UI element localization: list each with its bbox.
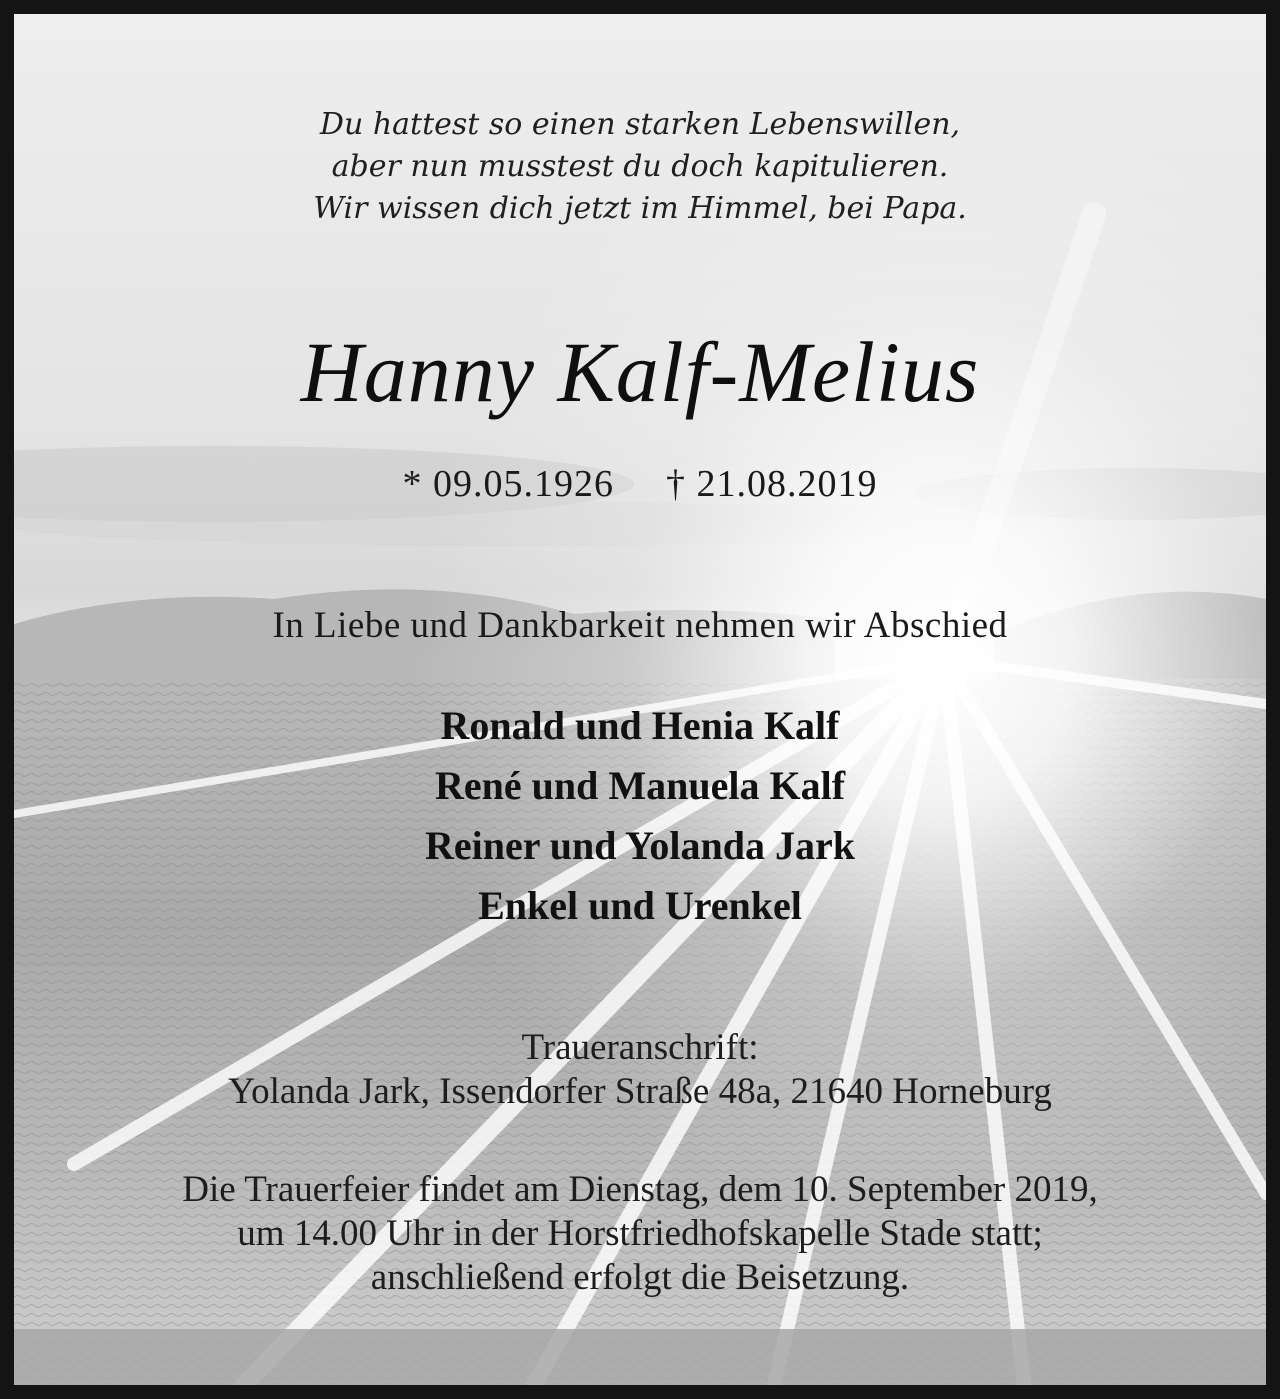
ceremony-line-2: um 14.00 Uhr in der Horstfriedhofskapelle Stade statt;	[237, 1213, 1043, 1254]
family-member: Ronald und Henia Kalf	[440, 703, 840, 748]
family-member: René und Manuela Kalf	[434, 763, 846, 808]
ceremony-line-3: anschließend erfolgt die Beisetzung.	[370, 1257, 910, 1298]
ceremony-line-1: Die Trauerfeier findet am Dienstag, dem 10. September 2019,	[182, 1169, 1098, 1210]
death-date: † 21.08.2019	[666, 463, 878, 505]
family-member: Enkel und Urenkel	[478, 883, 802, 928]
farewell-text: In Liebe und Dankbarkeit nehmen wir Abschied	[272, 605, 1008, 646]
address-label: Traueranschrift:	[521, 1027, 759, 1068]
quote-line-3: Wir wissen dich jetzt im Himmel, bei Papa.	[313, 191, 967, 226]
life-dates	[14, 462, 1266, 506]
address-value: Yolanda Jark, Issendorfer Straße 48a, 21640 Horneburg	[228, 1071, 1052, 1112]
deceased-name: Hanny Kalf-Melius	[300, 324, 980, 420]
quote-line-1: Du hattest so einen starken Lebenswillen,	[319, 107, 961, 142]
quote-line-2: aber nun musstest du doch kapitulieren.	[331, 149, 949, 184]
birth-date: * 09.05.1926	[402, 463, 614, 505]
family-member: Reiner und Yolanda Jark	[424, 823, 856, 868]
